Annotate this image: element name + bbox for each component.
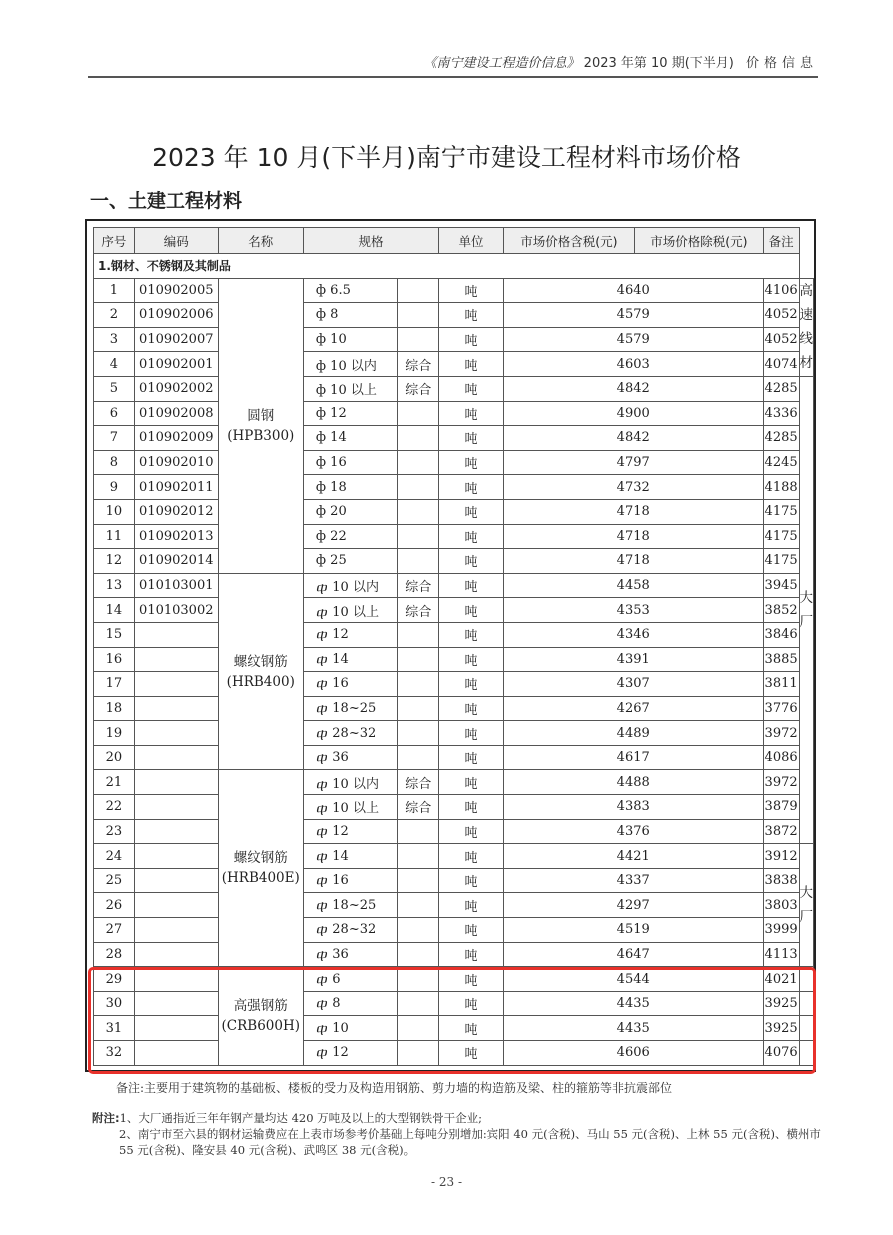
item-spec-note: 综合 [398,770,439,795]
item-spec-note [398,278,439,303]
table-row [94,278,814,303]
price-tax: 4297 [503,893,763,918]
item-spec: ф 8 [303,303,397,328]
header-cell: 编码 [134,228,218,254]
price-notax: 4285 [763,376,799,401]
price-notax: 3879 [763,795,799,820]
row-number: 18 [94,696,135,721]
item-code [134,647,218,672]
price-notax: 3803 [763,893,799,918]
row-number: 15 [94,622,135,647]
item-code [134,672,218,697]
price-notax: 4175 [763,499,799,524]
table-row [94,303,814,328]
price-notax: 3999 [763,918,799,943]
price-notax: 4245 [763,450,799,475]
item-spec: ⴔ 28~32 [303,918,397,943]
price-tax: 4842 [503,376,763,401]
item-code: 010902011 [134,475,218,500]
price-notax: 4021 [763,967,799,992]
table-row [94,327,814,352]
item-code: 010902010 [134,450,218,475]
remark-cell: 高速线材 [799,278,814,376]
item-spec: ⴔ 12 [303,819,397,844]
item-unit: 吨 [439,844,504,869]
item-spec-note [398,426,439,451]
price-tax: 4718 [503,524,763,549]
item-spec-note: 综合 [398,598,439,623]
item-spec: ⴔ 14 [303,844,397,869]
row-number: 14 [94,598,135,623]
item-spec-note: 综合 [398,795,439,820]
item-unit: 吨 [439,622,504,647]
table-row [94,598,814,623]
item-unit: 吨 [439,770,504,795]
header-cell: 名称 [218,228,303,254]
item-spec: ⴔ 6 [303,967,397,992]
item-spec-note [398,524,439,549]
item-spec: ⴔ 10 以上 [303,598,397,623]
header-cell: 市场价格含税(元) [503,228,634,254]
header-cell: 备注 [763,228,799,254]
item-name: 螺纹钢筋 [233,850,288,867]
item-code [134,721,218,746]
price-tax: 4797 [503,450,763,475]
item-spec-note [398,819,439,844]
item-unit: 吨 [439,499,504,524]
row-number: 26 [94,893,135,918]
price-tax: 4383 [503,795,763,820]
item-name: 圆钢 [247,407,275,424]
item-code: 010902005 [134,278,218,303]
item-unit: 吨 [439,352,504,377]
row-number: 25 [94,868,135,893]
price-tax: 4718 [503,499,763,524]
item-spec: ф 10 以上 [303,376,397,401]
item-unit: 吨 [439,450,504,475]
item-spec: ф 16 [303,450,397,475]
table-row [94,721,814,746]
row-number: 31 [94,1016,135,1041]
price-tax: 4603 [503,352,763,377]
item-spec: ф 22 [303,524,397,549]
table-row [94,745,814,770]
price-notax: 4336 [763,401,799,426]
item-spec: ф 25 [303,549,397,574]
table-row [94,352,814,377]
issue-label: 2023 年第 10 期(下半月) [583,56,734,71]
price-notax: 3912 [763,844,799,869]
item-spec-note [398,868,439,893]
item-unit: 吨 [439,1041,504,1066]
price-notax: 3925 [763,1016,799,1041]
item-spec: ⴔ 16 [303,868,397,893]
table-row [94,770,814,795]
price-tax: 4307 [503,672,763,697]
table-row [94,672,814,697]
price-tax: 4458 [503,573,763,598]
item-spec-note [398,622,439,647]
item-name: 高强钢筋 [233,997,288,1014]
table-row [94,942,814,967]
table-row [94,893,814,918]
table-row [94,918,814,943]
row-number: 21 [94,770,135,795]
table-header-row [94,228,814,254]
row-number: 8 [94,450,135,475]
row-number: 19 [94,721,135,746]
row-number: 2 [94,303,135,328]
item-unit: 吨 [439,942,504,967]
item-code: 010902002 [134,376,218,401]
item-spec-note [398,475,439,500]
table-row [94,524,814,549]
item-spec-note [398,647,439,672]
table-row [94,622,814,647]
item-code [134,844,218,869]
price-table-frame [85,219,816,1072]
row-number: 24 [94,844,135,869]
price-tax: 4718 [503,549,763,574]
item-spec-note [398,844,439,869]
category-row [94,254,814,279]
item-code [134,696,218,721]
item-spec: ⴔ 10 以内 [303,770,397,795]
item-spec-note [398,942,439,967]
price-tax: 4435 [503,1016,763,1041]
item-code [134,819,218,844]
price-notax: 3972 [763,721,799,746]
item-spec: ⴔ 16 [303,672,397,697]
item-spec: ф 10 以内 [303,352,397,377]
table-row [94,475,814,500]
remark-cell: 大厂 [799,844,814,967]
price-notax: 4175 [763,524,799,549]
item-name: 螺纹钢筋 [233,653,288,670]
row-number: 23 [94,819,135,844]
price-tax: 4489 [503,721,763,746]
item-spec: ф 6.5 [303,278,397,303]
item-code: 010103001 [134,573,218,598]
table-note: 备注:主要用于建筑物的基础板、楼板的受力及构造用钢筋、剪力墙的构造筋及梁、柱的箍筋等非抗震部位 [116,1081,673,1095]
header-cell: 单位 [439,228,504,254]
table-row [94,499,814,524]
table-row [94,844,814,869]
item-spec: ⴔ 10 以内 [303,573,397,598]
price-notax: 3885 [763,647,799,672]
item-spec: ф 20 [303,499,397,524]
table-row [94,819,814,844]
item-unit: 吨 [439,745,504,770]
row-number: 30 [94,991,135,1016]
price-notax: 4052 [763,303,799,328]
footnote-2: 2、南宁市至六县的钢材运输费应在上表市场参考价基础上每吨分别增加:宾阳 40 元(含税)、马山 55 元(含税)、上林 55 元(含税)、横州市 55 元(含税)、隆安县 40 元(含税)、武鸣区 38 元(含税)。 [119,1127,821,1157]
table-row [94,376,814,401]
item-unit: 吨 [439,278,504,303]
row-number: 7 [94,426,135,451]
item-name-cell [218,573,303,770]
section-title: 一、土建工程材料 [90,190,243,212]
price-tax: 4376 [503,819,763,844]
price-notax: 3925 [763,991,799,1016]
row-number: 1 [94,278,135,303]
item-spec-note [398,672,439,697]
page-title: 2023 年 10 月(下半月)南宁市建设工程材料市场价格 [152,143,741,172]
price-notax: 4074 [763,352,799,377]
remark-cell: 大厂 [799,376,814,843]
price-tax: 4421 [503,844,763,869]
price-tax: 4391 [503,647,763,672]
item-spec: ф 12 [303,401,397,426]
price-notax: 4086 [763,745,799,770]
category-label: 价格信息 [745,56,818,71]
table-row [94,426,814,451]
table-row [94,549,814,574]
footnote-label: 附注: [92,1111,120,1125]
item-unit: 吨 [439,967,504,992]
item-code [134,918,218,943]
item-unit: 吨 [439,819,504,844]
item-code: 010902006 [134,303,218,328]
item-grade: (HRB400) [226,673,295,690]
row-number: 22 [94,795,135,820]
item-grade: (HPB300) [227,427,295,444]
item-code [134,745,218,770]
price-notax: 3811 [763,672,799,697]
price-notax: 4285 [763,426,799,451]
price-tax: 4579 [503,327,763,352]
table-row [94,795,814,820]
item-code [134,868,218,893]
price-tax: 4435 [503,991,763,1016]
item-code: 010103002 [134,598,218,623]
item-spec-note [398,303,439,328]
page-number: - 23 - [430,1175,462,1189]
item-grade: (HRB400E) [221,870,300,887]
item-unit: 吨 [439,549,504,574]
item-spec: ⴔ 12 [303,1041,397,1066]
price-tax: 4606 [503,1041,763,1066]
header-cell: 市场价格除税(元) [635,228,764,254]
item-code: 010902013 [134,524,218,549]
row-number: 29 [94,967,135,992]
item-code [134,770,218,795]
row-number: 11 [94,524,135,549]
item-unit: 吨 [439,893,504,918]
price-tax: 4900 [503,401,763,426]
table-row [94,401,814,426]
item-spec: ⴔ 36 [303,942,397,967]
item-unit: 吨 [439,795,504,820]
price-notax: 4188 [763,475,799,500]
item-unit: 吨 [439,918,504,943]
price-notax: 3776 [763,696,799,721]
price-notax: 3872 [763,819,799,844]
item-spec: ф 10 [303,327,397,352]
item-unit: 吨 [439,598,504,623]
item-spec-note: 综合 [398,573,439,598]
price-tax: 4346 [503,622,763,647]
item-spec-note [398,450,439,475]
item-name-cell [218,770,303,967]
item-spec-note [398,499,439,524]
price-tax: 4519 [503,918,763,943]
row-number: 16 [94,647,135,672]
row-number: 28 [94,942,135,967]
item-code: 010902012 [134,499,218,524]
item-grade: (CRB600H) [221,1017,301,1034]
item-unit: 吨 [439,426,504,451]
item-name-cell [218,278,303,573]
item-spec-note [398,918,439,943]
item-unit: 吨 [439,672,504,697]
item-code [134,893,218,918]
row-number: 17 [94,672,135,697]
item-unit: 吨 [439,401,504,426]
table-row [94,647,814,672]
item-spec: ⴔ 10 以上 [303,795,397,820]
item-unit: 吨 [439,573,504,598]
header-cell: 序号 [94,228,135,254]
row-number: 4 [94,352,135,377]
row-number: 3 [94,327,135,352]
price-tax: 4267 [503,696,763,721]
price-tax: 4337 [503,868,763,893]
price-notax: 4113 [763,942,799,967]
item-code [134,795,218,820]
price-notax: 3972 [763,770,799,795]
item-spec: ф 18 [303,475,397,500]
price-tax: 4842 [503,426,763,451]
item-spec-note [398,745,439,770]
table-row [94,573,814,598]
item-unit: 吨 [439,303,504,328]
row-number: 5 [94,376,135,401]
item-code: 010902009 [134,426,218,451]
price-notax: 3945 [763,573,799,598]
item-code: 010902008 [134,401,218,426]
item-code: 010902001 [134,352,218,377]
row-number: 13 [94,573,135,598]
item-unit: 吨 [439,1016,504,1041]
price-tax: 4579 [503,303,763,328]
item-spec-note: 综合 [398,376,439,401]
price-notax: 3838 [763,868,799,893]
item-spec-note [398,549,439,574]
footnote-1: 1、大厂通指近三年年钢产量均达 420 万吨及以上的大型钢铁骨干企业; [119,1111,483,1125]
item-spec-note [398,893,439,918]
price-notax: 4076 [763,1041,799,1066]
item-spec-note [398,327,439,352]
footnotes [92,1110,822,1158]
row-number: 6 [94,401,135,426]
item-code [134,942,218,967]
item-unit: 吨 [439,696,504,721]
row-number: 27 [94,918,135,943]
row-number: 9 [94,475,135,500]
table-row [94,450,814,475]
price-notax: 4052 [763,327,799,352]
highlight-box [88,967,816,1074]
item-spec-note [398,401,439,426]
price-tax: 4617 [503,745,763,770]
row-number: 32 [94,1041,135,1066]
item-spec: ф 14 [303,426,397,451]
item-unit: 吨 [439,524,504,549]
item-unit: 吨 [439,327,504,352]
table-row [94,868,814,893]
item-spec: ⴔ 18~25 [303,893,397,918]
item-spec: ⴔ 8 [303,991,397,1016]
item-spec-note [398,696,439,721]
item-unit: 吨 [439,376,504,401]
header-cell: 规格 [303,228,438,254]
item-spec: ⴔ 10 [303,1016,397,1041]
category-label: 1.钢材、不锈钢及其制品 [94,254,800,279]
item-unit: 吨 [439,991,504,1016]
price-notax: 3846 [763,622,799,647]
price-tax: 4353 [503,598,763,623]
price-notax: 3852 [763,598,799,623]
price-tax: 4488 [503,770,763,795]
item-spec-note: 综合 [398,352,439,377]
price-tax: 4732 [503,475,763,500]
item-unit: 吨 [439,721,504,746]
row-number: 20 [94,745,135,770]
item-spec: ⴔ 36 [303,745,397,770]
price-table [93,227,814,1066]
row-number: 12 [94,549,135,574]
item-code: 010902014 [134,549,218,574]
item-unit: 吨 [439,647,504,672]
item-spec: ⴔ 14 [303,647,397,672]
item-unit: 吨 [439,475,504,500]
price-notax: 4106 [763,278,799,303]
price-tax: 4640 [503,278,763,303]
item-spec: ⴔ 18~25 [303,696,397,721]
publication-name: 《南宁建设工程造价信息》 [423,56,580,71]
running-header [88,52,818,78]
item-spec: ⴔ 12 [303,622,397,647]
item-spec: ⴔ 28~32 [303,721,397,746]
item-code [134,622,218,647]
row-number: 10 [94,499,135,524]
price-notax: 4175 [763,549,799,574]
price-tax: 4647 [503,942,763,967]
item-code: 010902007 [134,327,218,352]
item-unit: 吨 [439,868,504,893]
price-tax: 4544 [503,967,763,992]
table-row [94,696,814,721]
item-spec-note [398,721,439,746]
